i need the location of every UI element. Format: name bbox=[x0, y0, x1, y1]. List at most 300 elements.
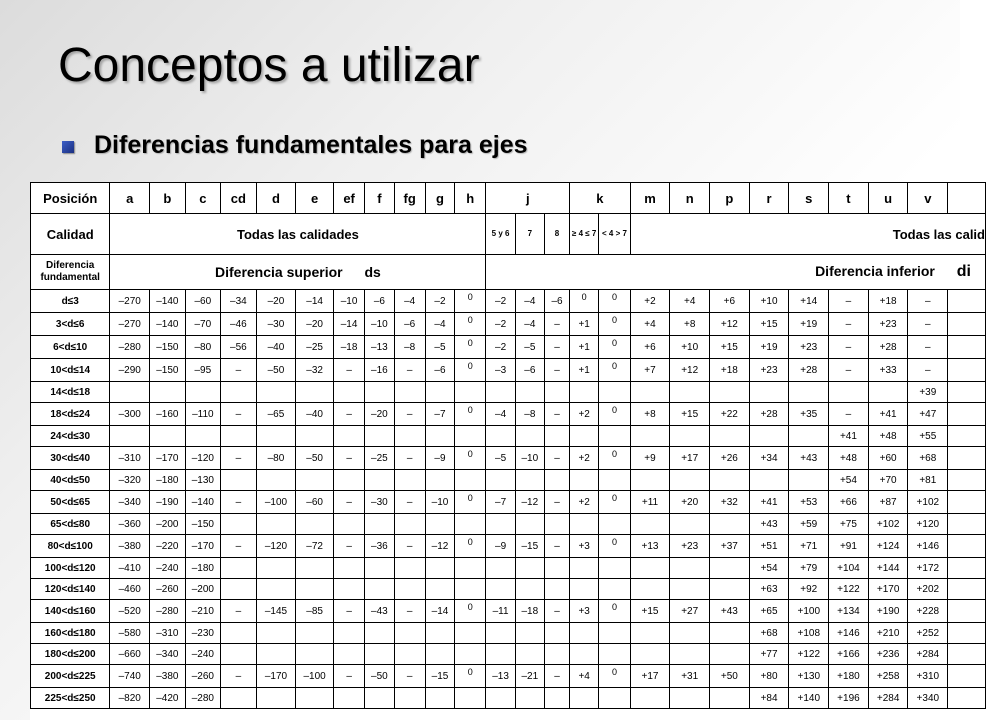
table-cell: +80 bbox=[749, 665, 789, 688]
table-cell: –60 bbox=[296, 491, 334, 514]
table-cell: +39 bbox=[908, 382, 948, 403]
table-cell: 0 bbox=[455, 535, 486, 558]
row-dimension-range: 24<d≤30 bbox=[31, 426, 110, 447]
table-cell bbox=[670, 470, 710, 491]
table-cell: –150 bbox=[150, 359, 186, 382]
table-cell bbox=[394, 426, 425, 447]
table-cell: +210 bbox=[868, 623, 908, 644]
table-cell: +14 bbox=[789, 290, 829, 313]
table-cell: +1 bbox=[570, 336, 599, 359]
table-row bbox=[31, 403, 986, 426]
difference-label: Diferencia fundamental bbox=[31, 255, 110, 290]
table-cell: +122 bbox=[829, 579, 869, 600]
table-cell: –34 bbox=[221, 290, 257, 313]
table-cell bbox=[789, 426, 829, 447]
table-cell: +7 bbox=[630, 359, 670, 382]
table-cell: 0 bbox=[599, 600, 630, 623]
lower-difference-label: Diferencia inferior bbox=[815, 263, 935, 279]
table-cell: – bbox=[333, 665, 364, 688]
table-cell: –340 bbox=[150, 644, 186, 665]
table-cell-extra bbox=[948, 514, 986, 535]
table-cell bbox=[394, 579, 425, 600]
table-cell bbox=[630, 470, 670, 491]
table-cell: –56 bbox=[221, 336, 257, 359]
table-cell: –2 bbox=[486, 313, 515, 336]
table-cell bbox=[570, 579, 599, 600]
table-cell: –4 bbox=[515, 290, 544, 313]
table-cell bbox=[486, 623, 515, 644]
table-cell-extra bbox=[948, 558, 986, 579]
table-cell bbox=[394, 688, 425, 709]
table-row bbox=[31, 382, 986, 403]
row-dimension-range: 100<d≤120 bbox=[31, 558, 110, 579]
quality-j-8: 8 bbox=[544, 214, 569, 255]
table-row bbox=[31, 535, 986, 558]
table-cell: –6 bbox=[365, 290, 394, 313]
table-cell: – bbox=[394, 535, 425, 558]
table-cell: – bbox=[908, 290, 948, 313]
table-cell: –10 bbox=[425, 491, 454, 514]
table-cell bbox=[394, 623, 425, 644]
table-cell: +15 bbox=[630, 600, 670, 623]
table-row bbox=[31, 623, 986, 644]
table-cell: –200 bbox=[150, 514, 186, 535]
table-cell: –65 bbox=[256, 403, 296, 426]
table-cell: –170 bbox=[185, 535, 221, 558]
table-cell: – bbox=[544, 665, 569, 688]
table-cell bbox=[630, 688, 670, 709]
table-cell bbox=[221, 514, 257, 535]
table-cell: –6 bbox=[425, 359, 454, 382]
table-cell bbox=[670, 558, 710, 579]
table-cell: +68 bbox=[908, 447, 948, 470]
table-cell: +284 bbox=[908, 644, 948, 665]
table-cell bbox=[425, 426, 454, 447]
table-cell bbox=[670, 688, 710, 709]
table-cell bbox=[670, 579, 710, 600]
position-n: n bbox=[670, 183, 710, 214]
table-cell bbox=[630, 514, 670, 535]
position-h: h bbox=[455, 183, 486, 214]
position-f: f bbox=[365, 183, 394, 214]
table-cell bbox=[829, 382, 869, 403]
position-p: p bbox=[710, 183, 750, 214]
table-cell: –100 bbox=[296, 665, 334, 688]
table-cell: – bbox=[829, 313, 869, 336]
table-cell: +28 bbox=[789, 359, 829, 382]
table-cell: +87 bbox=[868, 491, 908, 514]
table-cell: 0 bbox=[599, 313, 630, 336]
position-s: s bbox=[789, 183, 829, 214]
table-cell: +236 bbox=[868, 644, 908, 665]
table-cell: +2 bbox=[630, 290, 670, 313]
table-cell: –4 bbox=[486, 403, 515, 426]
table-cell bbox=[296, 470, 334, 491]
table-cell: –50 bbox=[365, 665, 394, 688]
table-cell bbox=[455, 688, 486, 709]
table-cell bbox=[486, 514, 515, 535]
table-cell: –36 bbox=[365, 535, 394, 558]
table-cell: –580 bbox=[110, 623, 150, 644]
table-cell: +65 bbox=[749, 600, 789, 623]
table-cell: –2 bbox=[486, 336, 515, 359]
table-cell: – bbox=[394, 491, 425, 514]
table-cell: –280 bbox=[185, 688, 221, 709]
table-cell bbox=[185, 382, 221, 403]
table-cell bbox=[570, 426, 599, 447]
table-cell: +79 bbox=[789, 558, 829, 579]
table-cell bbox=[630, 426, 670, 447]
row-dimension-range: 140<d≤160 bbox=[31, 600, 110, 623]
table-cell: +55 bbox=[908, 426, 948, 447]
table-cell: +12 bbox=[710, 313, 750, 336]
header-row bbox=[31, 183, 986, 214]
table-cell: 0 bbox=[455, 447, 486, 470]
table-cell: –14 bbox=[333, 313, 364, 336]
table-cell: +190 bbox=[868, 600, 908, 623]
table-cell bbox=[544, 514, 569, 535]
table-cell: +2 bbox=[570, 447, 599, 470]
position-j: j bbox=[486, 183, 570, 214]
table-cell: +92 bbox=[789, 579, 829, 600]
table-cell: –190 bbox=[150, 491, 186, 514]
table-cell: –7 bbox=[425, 403, 454, 426]
table-cell bbox=[570, 382, 599, 403]
table-cell: +10 bbox=[670, 336, 710, 359]
table-cell bbox=[296, 558, 334, 579]
table-cell bbox=[544, 558, 569, 579]
table-cell: –660 bbox=[110, 644, 150, 665]
table-cell: 0 bbox=[455, 359, 486, 382]
table-cell: – bbox=[544, 447, 569, 470]
lower-difference-symbol: di bbox=[956, 263, 971, 280]
table-cell: –145 bbox=[256, 600, 296, 623]
table-cell bbox=[394, 514, 425, 535]
table-cell: –10 bbox=[333, 290, 364, 313]
table-cell bbox=[599, 558, 630, 579]
row-dimension-range: 6<d≤10 bbox=[31, 336, 110, 359]
table-cell bbox=[425, 644, 454, 665]
table-cell: 0 bbox=[599, 403, 630, 426]
table-cell bbox=[749, 426, 789, 447]
table-cell bbox=[599, 644, 630, 665]
table-cell: +43 bbox=[749, 514, 789, 535]
table-cell bbox=[630, 644, 670, 665]
table-cell bbox=[296, 426, 334, 447]
table-cell bbox=[710, 382, 750, 403]
table-cell: +196 bbox=[829, 688, 869, 709]
table-cell: +284 bbox=[868, 688, 908, 709]
table-cell: –270 bbox=[110, 313, 150, 336]
table-cell bbox=[670, 514, 710, 535]
table-cell bbox=[296, 688, 334, 709]
table-cell: +28 bbox=[749, 403, 789, 426]
row-dimension-range: 200<d≤225 bbox=[31, 665, 110, 688]
quality-k-lt4-gt7: < 4 > 7 bbox=[599, 214, 630, 255]
table-cell: –160 bbox=[150, 403, 186, 426]
position-t: t bbox=[829, 183, 869, 214]
table-cell: – bbox=[221, 600, 257, 623]
table-cell: +202 bbox=[908, 579, 948, 600]
table-cell: –110 bbox=[185, 403, 221, 426]
table-cell: +134 bbox=[829, 600, 869, 623]
table-cell: +41 bbox=[749, 491, 789, 514]
table-cell: +180 bbox=[829, 665, 869, 688]
table-cell bbox=[256, 688, 296, 709]
table-cell bbox=[710, 644, 750, 665]
table-cell: –280 bbox=[110, 336, 150, 359]
table-cell-extra bbox=[948, 600, 986, 623]
table-cell: –5 bbox=[486, 447, 515, 470]
table-cell: –150 bbox=[150, 336, 186, 359]
table-cell bbox=[394, 558, 425, 579]
table-cell: +47 bbox=[908, 403, 948, 426]
table-cell: +41 bbox=[829, 426, 869, 447]
position-k: k bbox=[570, 183, 631, 214]
table-cell: –6 bbox=[515, 359, 544, 382]
table-cell: –310 bbox=[150, 623, 186, 644]
table-cell bbox=[544, 623, 569, 644]
table-cell: +71 bbox=[789, 535, 829, 558]
table-cell bbox=[749, 382, 789, 403]
table-cell: +51 bbox=[749, 535, 789, 558]
table-cell bbox=[515, 470, 544, 491]
table-cell: –270 bbox=[110, 290, 150, 313]
table-row bbox=[31, 600, 986, 623]
table-row bbox=[31, 470, 986, 491]
table-row bbox=[31, 558, 986, 579]
position-g: g bbox=[425, 183, 454, 214]
table-row bbox=[31, 644, 986, 665]
upper-difference-cell bbox=[110, 255, 486, 290]
table-cell bbox=[486, 644, 515, 665]
table-cell bbox=[394, 644, 425, 665]
table-cell: –8 bbox=[515, 403, 544, 426]
table-cell: – bbox=[394, 359, 425, 382]
table-cell: 0 bbox=[599, 290, 630, 313]
table-cell: +81 bbox=[908, 470, 948, 491]
table-cell bbox=[789, 470, 829, 491]
table-cell bbox=[710, 514, 750, 535]
table-cell: +120 bbox=[908, 514, 948, 535]
table-cell: +19 bbox=[749, 336, 789, 359]
table-cell-extra bbox=[948, 665, 986, 688]
table-cell bbox=[710, 470, 750, 491]
table-cell: – bbox=[829, 290, 869, 313]
table-cell bbox=[515, 644, 544, 665]
table-cell bbox=[333, 382, 364, 403]
table-cell bbox=[296, 623, 334, 644]
table-row bbox=[31, 336, 986, 359]
table-cell: +228 bbox=[908, 600, 948, 623]
table-cell: +124 bbox=[868, 535, 908, 558]
table-cell bbox=[515, 623, 544, 644]
table-cell: –740 bbox=[110, 665, 150, 688]
table-cell bbox=[710, 688, 750, 709]
table-cell: +252 bbox=[908, 623, 948, 644]
table-cell bbox=[185, 426, 221, 447]
table-cell: –85 bbox=[296, 600, 334, 623]
table-cell: –80 bbox=[256, 447, 296, 470]
table-cell bbox=[365, 382, 394, 403]
table-cell: +146 bbox=[908, 535, 948, 558]
position-b: b bbox=[150, 183, 186, 214]
table-cell bbox=[221, 382, 257, 403]
table-cell: +23 bbox=[868, 313, 908, 336]
table-cell bbox=[150, 426, 186, 447]
table-cell: – bbox=[829, 403, 869, 426]
table-cell: –50 bbox=[296, 447, 334, 470]
table-cell bbox=[710, 558, 750, 579]
table-cell: +19 bbox=[789, 313, 829, 336]
table-cell: –40 bbox=[296, 403, 334, 426]
table-cell: –380 bbox=[110, 535, 150, 558]
table-cell: –290 bbox=[110, 359, 150, 382]
table-cell bbox=[296, 382, 334, 403]
position-ef: ef bbox=[333, 183, 364, 214]
quality-all-left: Todas las calidades bbox=[110, 214, 486, 255]
table-cell: – bbox=[544, 359, 569, 382]
table-cell-extra bbox=[948, 426, 986, 447]
table-cell: – bbox=[829, 359, 869, 382]
table-cell: +17 bbox=[670, 447, 710, 470]
table-cell: +104 bbox=[829, 558, 869, 579]
table-cell: – bbox=[221, 491, 257, 514]
table-cell bbox=[394, 382, 425, 403]
table-cell bbox=[544, 382, 569, 403]
table-cell bbox=[486, 579, 515, 600]
table-cell-extra bbox=[948, 336, 986, 359]
table-cell bbox=[515, 426, 544, 447]
table-cell: –280 bbox=[150, 600, 186, 623]
table-cell bbox=[333, 426, 364, 447]
table-cell: – bbox=[544, 535, 569, 558]
table-cell: +18 bbox=[710, 359, 750, 382]
table-cell: +54 bbox=[829, 470, 869, 491]
table-cell: +22 bbox=[710, 403, 750, 426]
table-cell bbox=[256, 382, 296, 403]
table-cell: –6 bbox=[394, 313, 425, 336]
table-cell: +54 bbox=[749, 558, 789, 579]
quality-all-right: Todas las calid bbox=[630, 214, 985, 255]
table-cell bbox=[630, 623, 670, 644]
table-cell bbox=[455, 558, 486, 579]
table-cell: +34 bbox=[749, 447, 789, 470]
row-dimension-range: 14<d≤18 bbox=[31, 382, 110, 403]
table-cell: –260 bbox=[185, 665, 221, 688]
table-cell: +18 bbox=[868, 290, 908, 313]
table-cell: –8 bbox=[394, 336, 425, 359]
table-cell: –5 bbox=[425, 336, 454, 359]
bullet-square-icon bbox=[62, 141, 74, 153]
table-cell: –32 bbox=[296, 359, 334, 382]
table-cell: –30 bbox=[365, 491, 394, 514]
table-cell: +27 bbox=[670, 600, 710, 623]
table-cell: +6 bbox=[710, 290, 750, 313]
table-cell: +310 bbox=[908, 665, 948, 688]
table-cell: –3 bbox=[486, 359, 515, 382]
table-cell: –12 bbox=[425, 535, 454, 558]
row-dimension-range: 10<d≤14 bbox=[31, 359, 110, 382]
table-cell: – bbox=[221, 403, 257, 426]
table-cell: +31 bbox=[670, 665, 710, 688]
tolerance-table-container bbox=[30, 182, 985, 720]
table-cell: 0 bbox=[455, 403, 486, 426]
table-row bbox=[31, 290, 986, 313]
table-cell: – bbox=[333, 535, 364, 558]
table-cell bbox=[868, 382, 908, 403]
table-cell: –20 bbox=[365, 403, 394, 426]
table-cell bbox=[599, 579, 630, 600]
table-cell: –4 bbox=[394, 290, 425, 313]
table-cell: 0 bbox=[599, 665, 630, 688]
table-cell: +1 bbox=[570, 359, 599, 382]
table-cell bbox=[710, 579, 750, 600]
table-cell bbox=[670, 382, 710, 403]
table-cell: –300 bbox=[110, 403, 150, 426]
table-cell: –340 bbox=[110, 491, 150, 514]
table-cell bbox=[670, 426, 710, 447]
table-cell bbox=[455, 579, 486, 600]
table-cell: +4 bbox=[670, 290, 710, 313]
table-cell: –80 bbox=[185, 336, 221, 359]
table-cell-extra bbox=[948, 447, 986, 470]
table-cell: –18 bbox=[333, 336, 364, 359]
table-cell bbox=[710, 426, 750, 447]
table-cell: –4 bbox=[425, 313, 454, 336]
table-cell: +68 bbox=[749, 623, 789, 644]
table-cell bbox=[256, 623, 296, 644]
quality-row bbox=[31, 214, 986, 255]
slide-title: Conceptos a utilizar bbox=[58, 39, 480, 92]
table-cell: – bbox=[221, 535, 257, 558]
table-cell: –380 bbox=[150, 665, 186, 688]
table-cell-extra bbox=[948, 313, 986, 336]
table-cell: –100 bbox=[256, 491, 296, 514]
table-cell bbox=[365, 470, 394, 491]
table-cell: –360 bbox=[110, 514, 150, 535]
table-cell: +23 bbox=[670, 535, 710, 558]
table-cell-extra bbox=[948, 470, 986, 491]
table-cell bbox=[333, 470, 364, 491]
table-cell: –310 bbox=[110, 447, 150, 470]
table-cell: +48 bbox=[829, 447, 869, 470]
table-cell: –420 bbox=[150, 688, 186, 709]
table-cell: +84 bbox=[749, 688, 789, 709]
table-cell bbox=[333, 579, 364, 600]
table-cell: –10 bbox=[515, 447, 544, 470]
table-cell bbox=[365, 514, 394, 535]
position-d: d bbox=[256, 183, 296, 214]
row-dimension-range: 50<d≤65 bbox=[31, 491, 110, 514]
position-e: e bbox=[296, 183, 334, 214]
table-cell: +3 bbox=[570, 535, 599, 558]
table-cell: +53 bbox=[789, 491, 829, 514]
table-cell-extra bbox=[948, 359, 986, 382]
position-r: r bbox=[749, 183, 789, 214]
table-cell bbox=[333, 688, 364, 709]
table-cell: +43 bbox=[710, 600, 750, 623]
table-cell: –40 bbox=[256, 336, 296, 359]
table-cell-extra bbox=[948, 403, 986, 426]
table-cell: +122 bbox=[789, 644, 829, 665]
table-cell: –120 bbox=[185, 447, 221, 470]
table-cell bbox=[365, 558, 394, 579]
table-cell: +26 bbox=[710, 447, 750, 470]
table-cell: – bbox=[544, 600, 569, 623]
table-cell: –140 bbox=[150, 313, 186, 336]
table-cell bbox=[221, 579, 257, 600]
